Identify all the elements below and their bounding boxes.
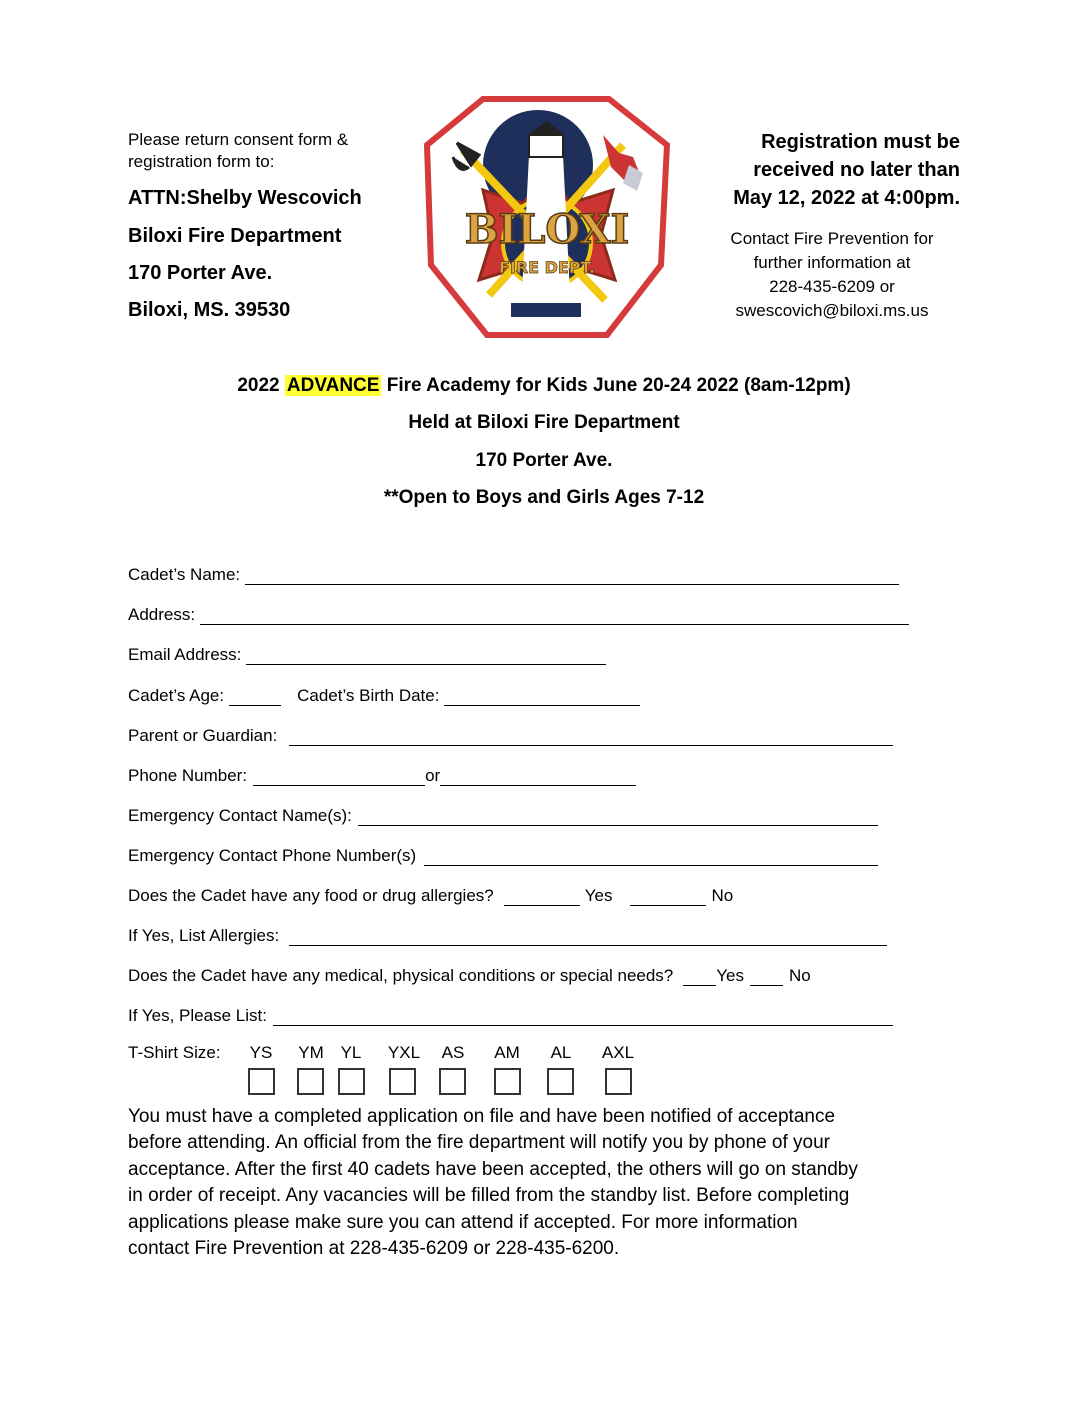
notice-line: contact Fire Prevention at 228-435-6209 or 228-435-6200. <box>128 1238 620 1260</box>
size-checkbox-axl[interactable] <box>605 1068 632 1095</box>
contact-line2: further information at <box>753 253 911 272</box>
allergies-list-row <box>128 922 887 946</box>
allergies-question-label: Does the Cadet have any food or drug allergies? <box>128 886 494 905</box>
size-checkbox-as[interactable] <box>439 1068 466 1095</box>
size-checkbox-ym[interactable] <box>297 1068 324 1095</box>
age-label: Cadet’s Age: <box>128 686 225 705</box>
phone-label: Phone Number: <box>128 766 248 785</box>
address-label: Address: <box>128 605 196 624</box>
medical-no-label: No <box>789 966 811 985</box>
emergency-phone-field[interactable] <box>424 847 878 866</box>
medical-question-label: Does the Cadet have any medical, physical conditions or special needs? <box>128 966 674 985</box>
emergency-phone-label: Emergency Contact Phone Number(s) <box>128 846 417 865</box>
logo-text-fire-dept: FIRE DEPT. <box>498 258 596 277</box>
biloxi-fire-dept-logo <box>423 95 671 343</box>
logo-text-biloxi: BILOXI <box>464 206 630 253</box>
birth-date-label: Cadet’s Birth Date: <box>297 686 440 705</box>
phone-row <box>128 762 636 786</box>
age-field[interactable] <box>229 687 281 706</box>
deadline-line2: received no later than <box>753 159 960 181</box>
city-state-zip: Biloxi, MS. 39530 <box>128 299 291 321</box>
email-label: Email Address: <box>128 645 242 664</box>
allergies-yes-label: Yes <box>584 886 613 905</box>
contact-info <box>700 227 964 323</box>
medical-yes-field[interactable] <box>683 967 716 986</box>
medical-yes-label: Yes <box>716 966 744 985</box>
allergies-no-label: No <box>711 886 734 905</box>
attn-name: ATTN:Shelby Wescovich <box>128 187 362 209</box>
size-label-yl: YL <box>340 1043 362 1062</box>
birth-date-field[interactable] <box>444 687 640 706</box>
email-row <box>128 641 606 665</box>
contact-email: swescovich@biloxi.ms.us <box>735 301 929 320</box>
guardian-field[interactable] <box>289 727 893 746</box>
email-field[interactable] <box>246 646 606 665</box>
allergies-no-field[interactable] <box>630 887 706 906</box>
allergies-yes-field[interactable] <box>504 887 580 906</box>
program-eligibility: **Open to Boys and Girls Ages 7-12 <box>383 487 705 508</box>
size-label-am: AM <box>494 1043 520 1062</box>
title-rest: Fire Academy for Kids June 20-24 2022 (8am-12pm) <box>386 375 851 396</box>
medical-list-label: If Yes, Please List: <box>128 1006 267 1025</box>
size-checkbox-al[interactable] <box>547 1068 574 1095</box>
notice-line: acceptance. After the first 40 cadets have been accepted, the others will go on standby <box>128 1158 858 1180</box>
deadline-line1: Registration must be <box>761 131 960 153</box>
size-checkbox-yxl[interactable] <box>389 1068 416 1095</box>
emergency-name-field[interactable] <box>358 807 878 826</box>
return-intro-line2: registration form to: <box>128 152 275 171</box>
age-birthdate-row <box>128 682 640 706</box>
program-address: 170 Porter Ave. <box>475 450 613 471</box>
phone-field-primary[interactable] <box>253 767 425 786</box>
size-label-yxl: YXL <box>387 1043 421 1062</box>
return-instructions <box>128 129 348 173</box>
cadet-name-field[interactable] <box>245 566 899 585</box>
allergies-question-row <box>128 882 733 906</box>
phone-or-label: or <box>425 766 441 785</box>
deadline-line3: May 12, 2022 at 4:00pm. <box>733 187 960 209</box>
notice-line: before attending. An official from the fire department will notify you by phone of your <box>128 1132 830 1154</box>
allergies-list-field[interactable] <box>289 927 887 946</box>
size-checkbox-am[interactable] <box>494 1068 521 1095</box>
program-title <box>0 375 1088 397</box>
phone-field-secondary[interactable] <box>440 767 636 786</box>
contact-phone: 228-435-6209 or <box>769 277 895 296</box>
size-label-as: AS <box>441 1043 465 1062</box>
tshirt-size-label: T-Shirt Size: <box>128 1043 221 1062</box>
size-checkbox-ys[interactable] <box>248 1068 275 1095</box>
cadet-name-row <box>128 561 899 585</box>
notice-line: applications please make sure you can attend if accepted. For more information <box>128 1211 798 1233</box>
title-year: 2022 <box>237 375 280 396</box>
acceptance-notice <box>128 1104 968 1262</box>
emergency-name-label: Emergency Contact Name(s): <box>128 806 352 825</box>
size-checkbox-yl[interactable] <box>338 1068 365 1095</box>
guardian-row <box>128 722 893 746</box>
cadet-name-label: Cadet’s Name: <box>128 565 241 584</box>
contact-line1: Contact Fire Prevention for <box>730 229 934 248</box>
department-name: Biloxi Fire Department <box>128 225 342 247</box>
lighthouse-lamp-icon <box>529 135 563 157</box>
notice-line: in order of receipt. Any vacancies will be filled from the standby list. Before completing <box>128 1185 850 1207</box>
notice-line: You must have a completed application on file and have been notified of acceptance <box>128 1106 836 1127</box>
emergency-name-row <box>128 802 878 826</box>
address-row <box>128 601 909 625</box>
return-intro-line1: Please return consent form & <box>128 130 349 149</box>
emergency-phone-row <box>128 842 878 866</box>
address-field[interactable] <box>200 606 909 625</box>
medical-list-field[interactable] <box>273 1007 893 1026</box>
registration-deadline <box>660 128 960 212</box>
size-label-ym: YM <box>298 1043 324 1062</box>
medical-no-field[interactable] <box>750 967 783 986</box>
size-label-axl: AXL <box>601 1043 635 1062</box>
allergies-list-label: If Yes, List Allergies: <box>128 926 280 945</box>
program-location: Held at Biloxi Fire Department <box>408 412 680 433</box>
medical-list-row <box>128 1002 893 1026</box>
guardian-label: Parent or Guardian: <box>128 726 278 745</box>
medical-question-row <box>128 962 811 986</box>
size-label-al: AL <box>550 1043 572 1062</box>
size-label-ys: YS <box>249 1043 273 1062</box>
title-highlight-advance: ADVANCE <box>286 375 380 396</box>
street-address: 170 Porter Ave. <box>128 262 273 284</box>
lighthouse-base-icon <box>511 303 581 317</box>
